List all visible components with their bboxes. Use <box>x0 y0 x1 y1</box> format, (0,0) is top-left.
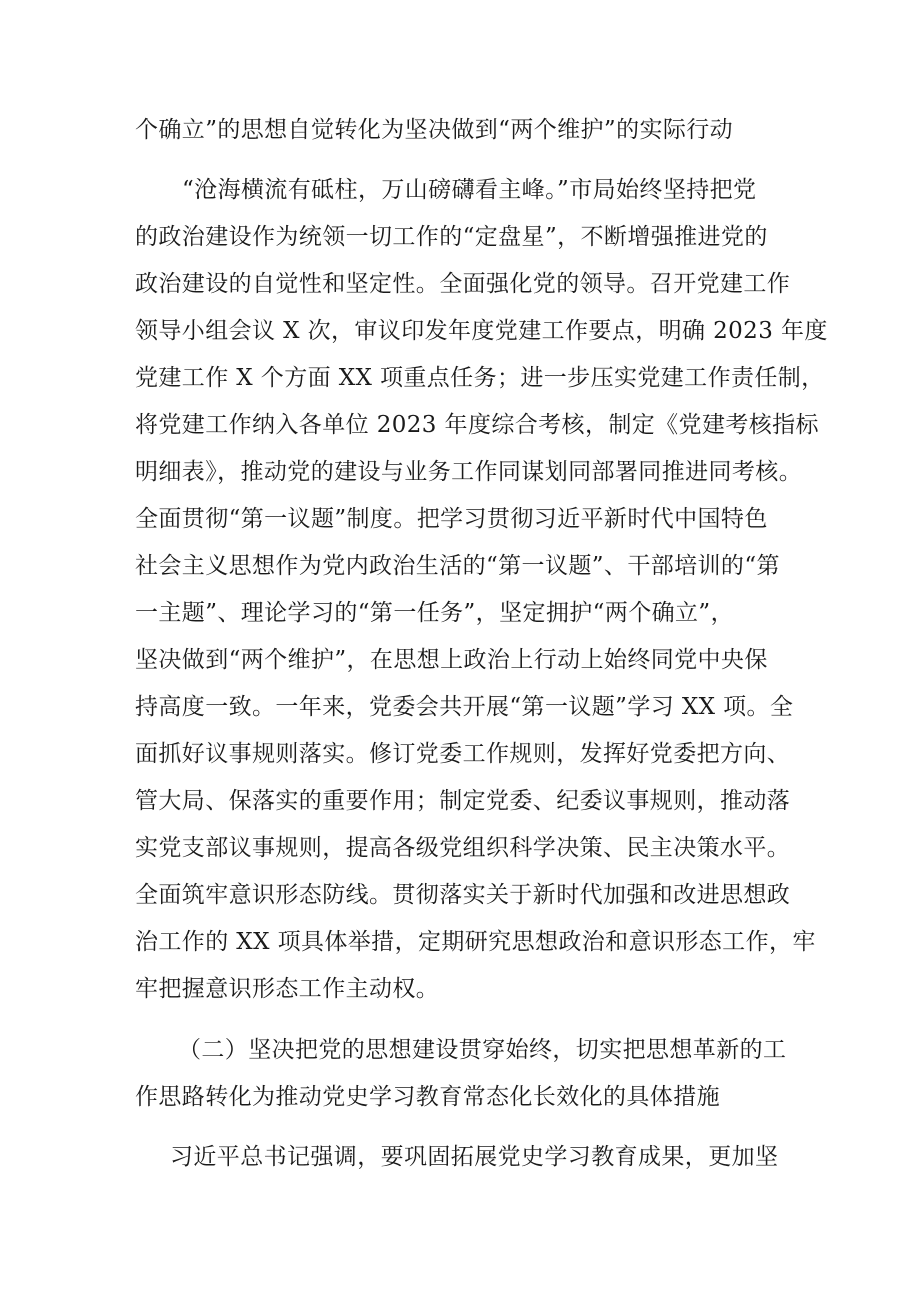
section-heading-line: 作思路转化为推动党史学习教育常态化长效化的具体措施 <box>135 1084 720 1110</box>
paragraph-line: 社会主义思想作为党内政治生活的“第一议题”、干部培训的“第 <box>135 553 780 579</box>
paragraph-line: “沧海横流有砥柱，万山磅礴看主峰。”市局始终坚持把党 <box>182 177 757 203</box>
paragraph-line: 将党建工作纳入各单位 2023 年度综合考核，制定《党建考核指标 <box>135 412 819 438</box>
paragraph-line: 习近平总书记强调，要巩固拓展党史学习教育成果，更加坚 <box>170 1144 779 1170</box>
paragraph-line: 坚决做到“两个维护”，在思想上政治上行动上始终同党中央保 <box>135 647 768 673</box>
heading-continuation-line: 个确立”的思想自觉转化为坚决做到“两个维护”的实际行动 <box>135 117 734 143</box>
paragraph-line: 党建工作 X 个方面 XX 项重点任务；进一步压实党建工作责任制， <box>135 365 825 391</box>
paragraph-line: 政治建设的自觉性和坚定性。全面强化党的领导。召开党建工作 <box>135 271 791 297</box>
paragraph-line: 全面贯彻“第一议题”制度。把学习贯彻习近平新时代中国特色 <box>135 506 768 532</box>
paragraph-line: 管大局、保落实的重要作用；制定党委、纪委议事规则，推动落 <box>135 788 791 814</box>
paragraph-line: 牢把握意识形态工作主动权。 <box>135 976 440 1002</box>
paragraph-line: 治工作的 XX 项具体举措，定期研究思想政治和意识形态工作，牢 <box>135 929 816 955</box>
paragraph-line: 领导小组会议 X 次，审议印发年度党建工作要点，明确 2023 年度 <box>135 318 828 344</box>
paragraph-line: 一主题”、理论学习的“第一任务”，坚定拥护“两个确立”， <box>135 600 734 626</box>
section-heading-line: （二）坚决把党的思想建设贯穿始终，切实把思想革新的工 <box>178 1037 787 1063</box>
paragraph-line: 全面筑牢意识形态防线。贯彻落实关于新时代加强和改进思想政 <box>135 882 791 908</box>
paragraph-line: 面抓好议事规则落实。修订党委工作规则，发挥好党委把方向、 <box>135 741 791 767</box>
paragraph-line: 的政治建设作为统领一切工作的“定盘星”，不断增强推进党的 <box>135 224 768 250</box>
paragraph-line: 明细表》，推动党的建设与业务工作同谋划同部署同推进同考核。 <box>135 459 803 485</box>
paragraph-line: 持高度一致。一年来，党委会共开展“第一议题”学习 XX 项。全 <box>135 694 794 720</box>
paragraph-line: 实党支部议事规则，提高各级党组织科学决策、民主决策水平。 <box>135 835 791 861</box>
